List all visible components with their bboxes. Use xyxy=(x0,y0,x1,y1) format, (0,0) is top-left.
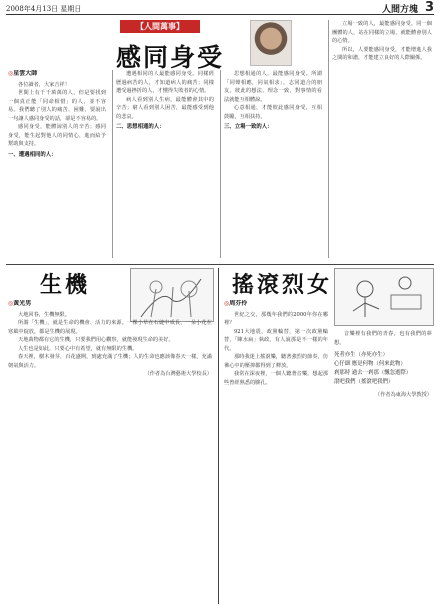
paragraph: 春天裡，樹木發芽，百花盛開，到處充滿了生機；人的生命也應該像春天一樣，充滿朝氣與活力。 xyxy=(8,354,212,369)
issue-date: 2008年4月13日 星期日 xyxy=(6,5,82,13)
article-title: 感同身受 xyxy=(116,43,225,72)
column-divider xyxy=(220,70,221,258)
column-divider xyxy=(112,70,113,258)
paragraph: 世紀之交，那幾年我們的2000年你在哪裡？ xyxy=(224,311,328,326)
paragraph: 所以，人要能感同身受，才能增進人我之間的和諧，才能建立良好的人際關係。 xyxy=(332,46,432,61)
top-col-2 xyxy=(116,70,214,260)
top-col-4 xyxy=(332,20,432,258)
lyric-line: 死者亦生（亦死亦生） xyxy=(334,352,388,358)
paragraph: 那時我迷上搖滾樂，聽著強烈的節奏，彷彿心中的壓抑都得到了釋放。 xyxy=(224,354,328,369)
right-article-body-2 xyxy=(334,330,432,600)
paragraph: 天地萬物都有它的生機，只要我們用心觀察，就能發現生命的美好。 xyxy=(18,337,174,343)
author-portrait xyxy=(250,20,292,66)
lyric-line: 滾吧我們（搖滾吧我們） xyxy=(334,379,394,385)
paragraph: 音樂裡有我們的青春，也有我們的夢想。 xyxy=(334,331,432,346)
right-byline: ◎周芬伶 xyxy=(224,300,248,307)
paragraph: 遭遇相同的人最能感同身受。同樣經歷過病苦的人，才知道病人的痛苦；同樣遭受過挫折的人，才懂得失敗者的心情。 xyxy=(116,71,214,94)
subheading: 一、遭遇相同的人： xyxy=(8,151,57,158)
paragraph: 921大地震，政黨輪替，第一次政黨輪替，「陳水扁」執政，有人說那是不一樣的年代。 xyxy=(224,328,328,352)
author-note: （作者為東海大學教授） xyxy=(374,392,432,398)
paragraph: 所謂「生機」，就是生命的機會、活力的來源。一棵小草在石縫中成長，一朵小花在寒風中綻放，都是生機的展現。 xyxy=(8,320,212,335)
right-article-title: 搖滾烈女 xyxy=(232,272,333,298)
page-number: 3 xyxy=(424,0,434,15)
lyrics-block xyxy=(334,351,432,387)
paragraph: 我常在深夜裡，一個人聽著音樂，想起那些曾經熟悉的臉孔。 xyxy=(224,371,328,386)
header-rule xyxy=(6,14,434,15)
paragraph: 人生也是如此，只要心中有希望，就有無限的生機。 xyxy=(18,345,138,352)
band-illustration xyxy=(334,268,434,326)
subheading: 三、立場一致的人： xyxy=(224,124,273,130)
lyric-line: 心仔細 應是何物（何來此物） xyxy=(334,361,406,367)
paragraph: 心意相通，才能彼此感同身受，互相鼓勵，互相扶持。 xyxy=(224,105,322,120)
paragraph: 各位讀者，大家吉祥！ xyxy=(18,81,70,88)
lyric-line: 剎那時 過去一剎那（飄忽逝際） xyxy=(334,370,412,376)
subheading: 二、思想相通的人： xyxy=(116,124,165,130)
left-article-title: 生機 xyxy=(40,272,91,298)
bottom-divider xyxy=(218,268,219,604)
author-note: （作者為台灣藝術大學校長） xyxy=(144,371,212,377)
right-article-body xyxy=(224,300,328,600)
paragraph: 思想相通的人，最能感同身受。所謂「同聲相應，同氣相求」，志同道合的朋友，彼此的想法、理念一致，對事情的看法就能互相體諒。 xyxy=(224,71,322,103)
section-name: 人間方塊 xyxy=(381,5,418,15)
paragraph: 世間上有千千萬萬的人，但是要找到一個真正能「同命相惜」的人，並不容易。我們聽了別人的痛苦、困難，要說出一句讓人感同身受的話，卻是不容易的。 xyxy=(8,90,106,122)
left-article-body xyxy=(8,300,212,600)
paragraph: 立場一致的人，最能感同身受。同一個團體的人，站在同樣的立場，就能體會別人的心情。 xyxy=(332,21,432,44)
top-byline: ◎星雲大師 xyxy=(8,70,38,77)
top-col-1 xyxy=(8,70,106,260)
page-header xyxy=(0,0,440,16)
paragraph: 大地回春，生機無限。 xyxy=(18,311,70,318)
section-divider xyxy=(6,264,434,265)
paragraph: 感同身受，能體諒別人的辛苦；感同身受，能生起對他人的同情心，進而給予幫助與支持。 xyxy=(8,124,106,147)
column-banner: 【人間萬事】 xyxy=(120,20,200,33)
left-byline: ◎黃光男 xyxy=(8,300,32,307)
top-col-3 xyxy=(224,70,322,260)
column-divider xyxy=(328,20,329,258)
paragraph: 病人看到別人生病，最能體會其中的辛苦；窮人看到別人困苦，最能感受到他的悲哀。 xyxy=(116,96,214,120)
